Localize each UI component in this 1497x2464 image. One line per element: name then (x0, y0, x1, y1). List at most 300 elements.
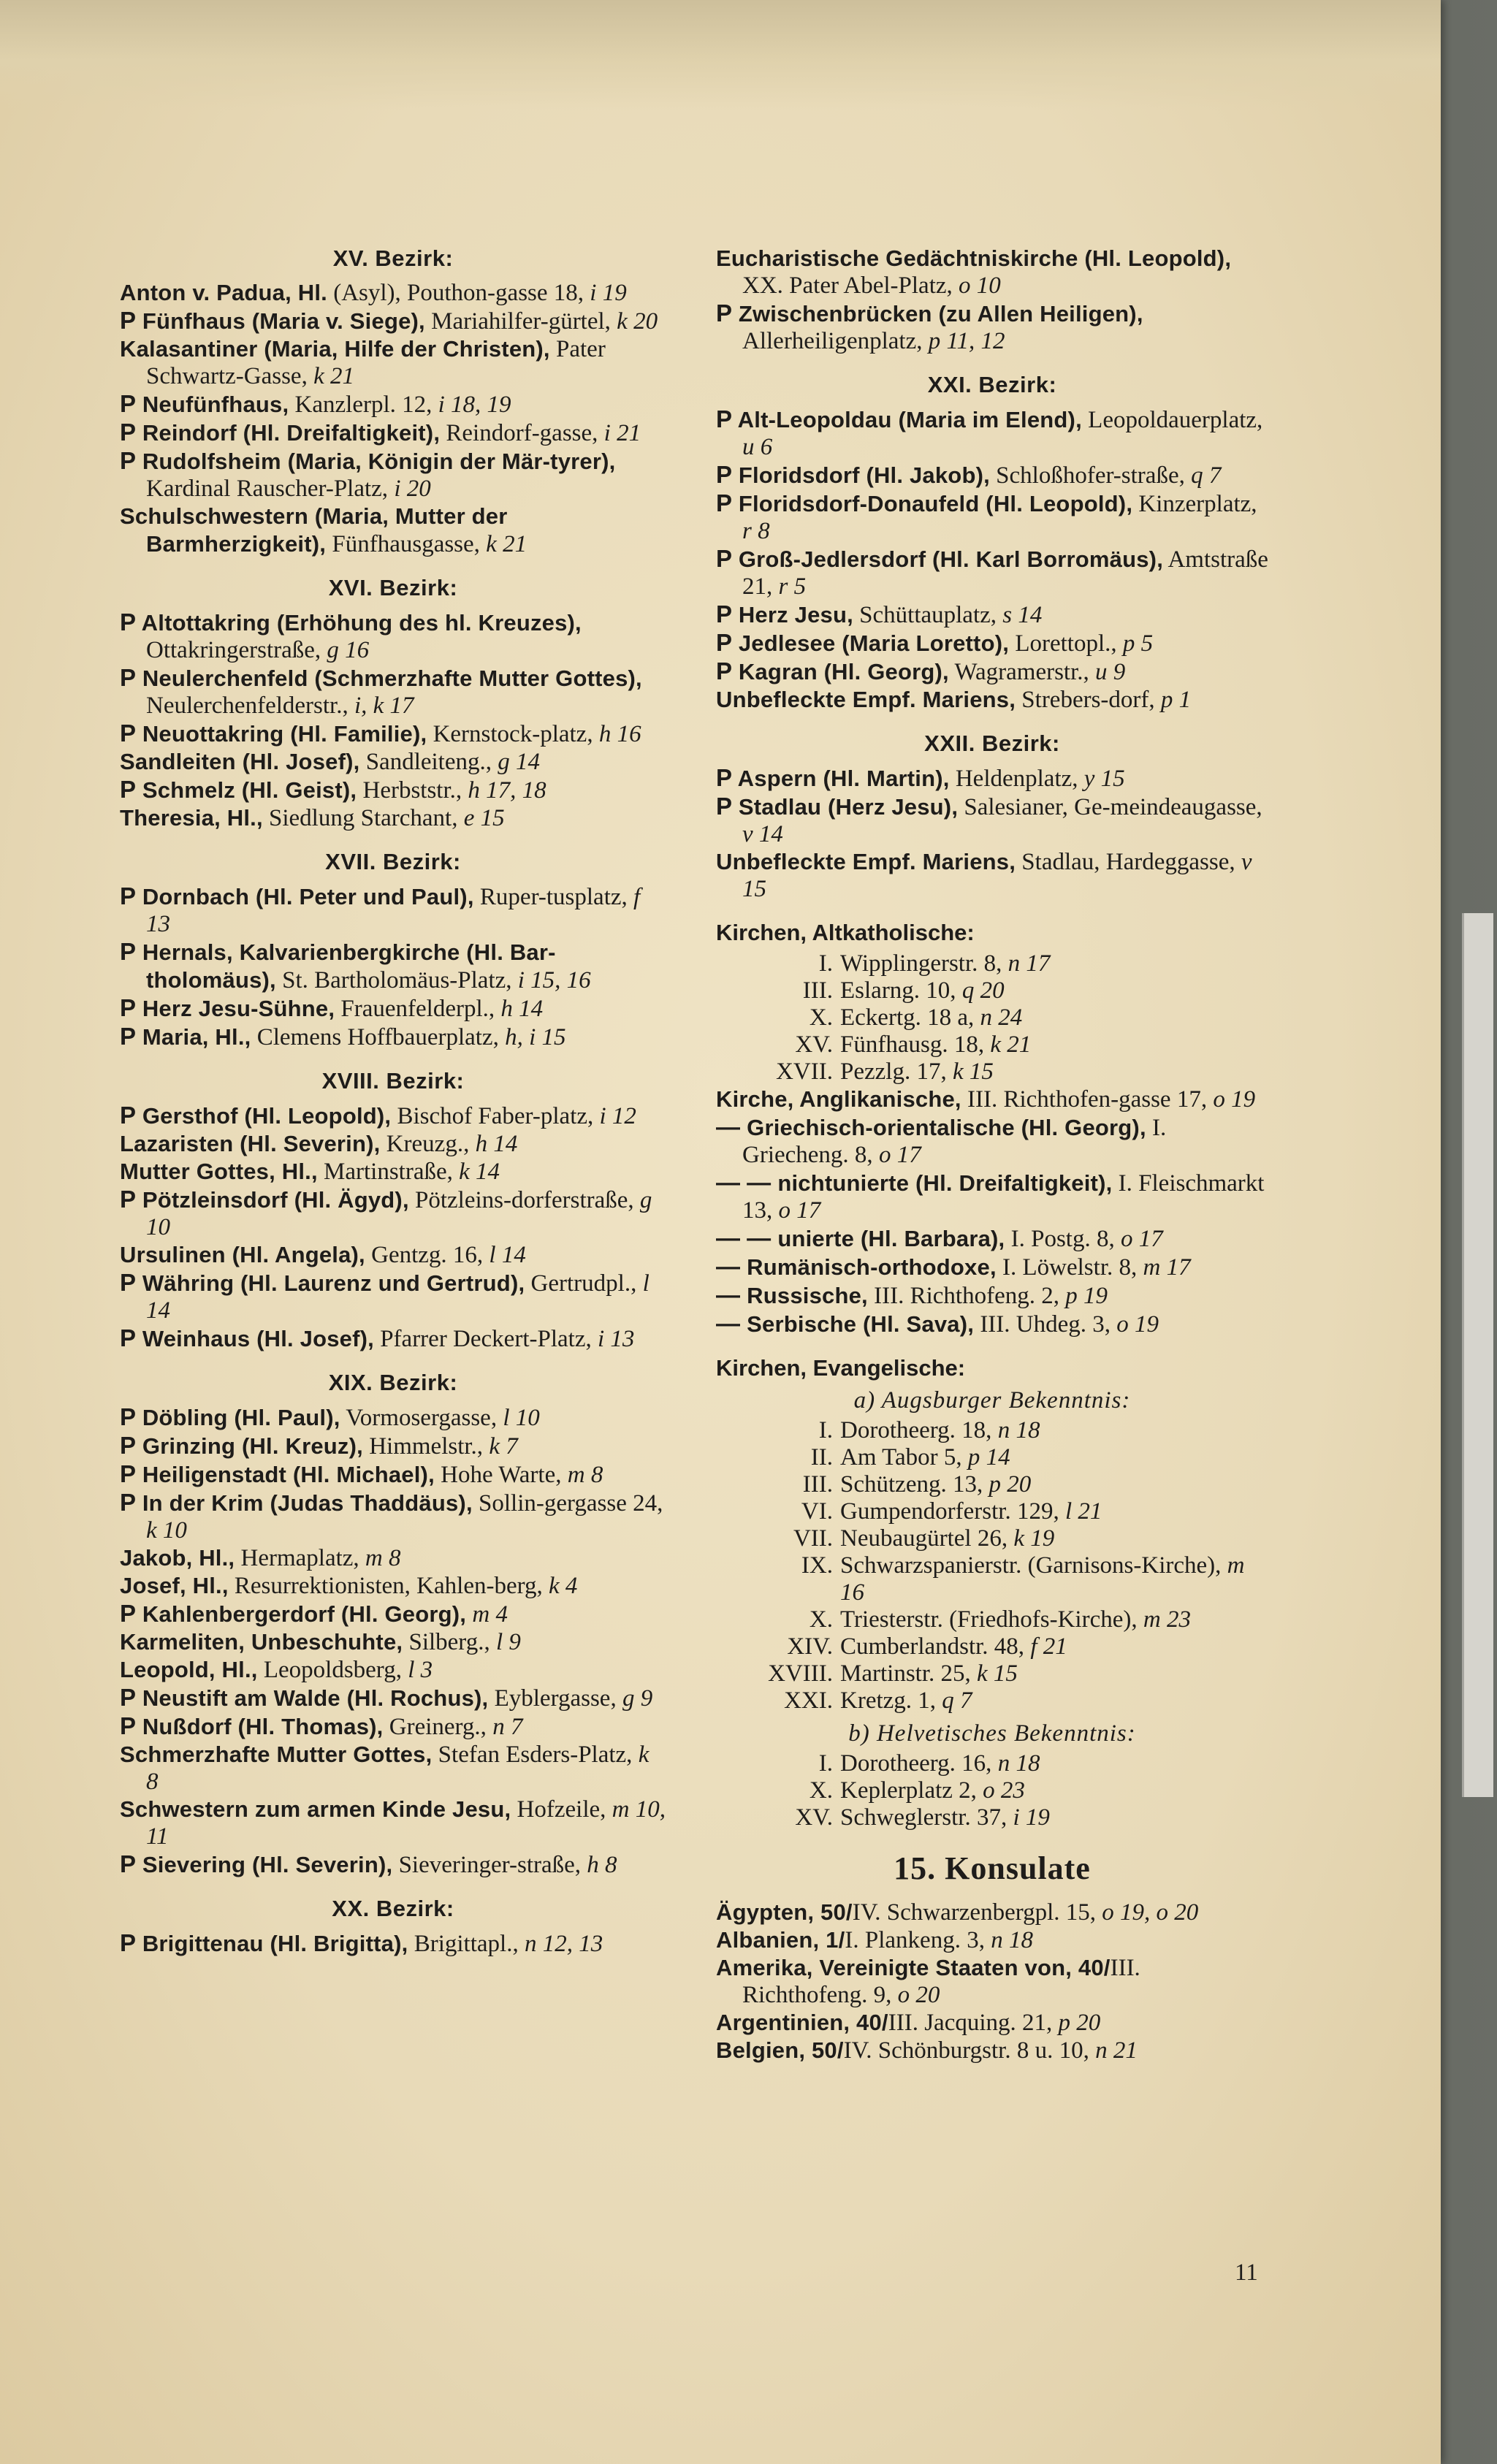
directory-entry (120, 335, 666, 390)
entry-name: Rumänisch-orthodoxe, (747, 1254, 997, 1280)
entry-name: Herz Jesu-Sühne, (136, 996, 335, 1021)
entry-address: St. Bartholomäus-Platz, (275, 967, 518, 993)
entry-name: Neuottakring (Hl. Familie), (136, 721, 427, 747)
entry-address: I. Griecheng. 8, (742, 1115, 1167, 1168)
parish-marker: P (716, 489, 733, 516)
map-grid-ref: f 13 (146, 884, 641, 937)
map-grid-ref: i 15, 16 (517, 967, 591, 993)
entry-address: Kernstock-platz, (427, 721, 599, 747)
map-grid-ref: m 8 (365, 1545, 401, 1571)
entry-address: Neulerchenfelderstr., (146, 693, 354, 719)
entry-name: Jakob, Hl., (120, 1545, 235, 1571)
district-number: II. (810, 1444, 833, 1471)
directory-entry (716, 629, 1268, 657)
map-grid-ref: n 17 (1007, 950, 1051, 977)
map-grid-ref: n 12, 13 (524, 1931, 603, 1957)
entry-address: Siedlung Starchant, (262, 805, 464, 831)
entry-address: Pater Schwartz-Gasse, (146, 336, 606, 389)
street-address: Cumberlandstr. 48, (840, 1633, 1031, 1660)
district-number: I. (818, 1417, 833, 1443)
entry-address: Schloßhofer-straße, (989, 462, 1192, 489)
map-grid-ref: n 18 (997, 1417, 1040, 1443)
parish-marker: P (716, 545, 733, 572)
map-grid-ref: f 21 (1030, 1633, 1067, 1660)
left-column (120, 245, 666, 1958)
directory-entry (120, 1241, 666, 1269)
entry-name: Schmerzhafte Mutter Gottes, (120, 1742, 433, 1767)
confession-subheading: a) Augsburger Bekenntnis: (853, 1387, 1131, 1414)
parish-marker: P (120, 1850, 137, 1877)
address-text (840, 1444, 1268, 1471)
street-address: Dorotheerg. 16, (840, 1750, 998, 1777)
entry-address: Sollin-gergasse 24, (472, 1490, 663, 1517)
entry-address: Resurrektionisten, Kahlen-berg, (228, 1573, 549, 1599)
parish-marker: P (716, 600, 733, 628)
map-grid-ref: o 17 (778, 1197, 821, 1224)
street-address: Schwarzspanierstr. (Garnisons-Kirche), (840, 1552, 1227, 1579)
street-address: Pezzlg. 17, (840, 1059, 953, 1085)
entry-address: I. Plankeng. 3, (845, 1927, 991, 1953)
directory-entry (120, 1269, 666, 1324)
entry-address: Reindorf-gasse, (440, 420, 604, 446)
address-text (840, 977, 1268, 1004)
parish-marker: P (120, 1929, 137, 1956)
directory-entry (716, 764, 1268, 793)
map-grid-ref: i 19 (1013, 1804, 1050, 1831)
address-text (840, 1004, 1268, 1031)
entry-name: Amerika, Vereinigte Staaten von, 40/ (716, 1955, 1111, 1980)
map-grid-ref: p 19 (1065, 1283, 1108, 1309)
entry-name: Lazaristen (Hl. Severin), (120, 1131, 381, 1156)
entry-name: Anton v. Padua, Hl. (120, 280, 327, 305)
parish-marker: P (120, 1712, 137, 1739)
parish-marker: — (716, 1310, 747, 1337)
directory-entry (716, 1253, 1268, 1281)
street-address: Neubaugürtel 26, (840, 1525, 1014, 1552)
map-grid-ref: l 14 (146, 1270, 650, 1324)
district-number: XXI. (784, 1687, 833, 1714)
numbered-address-row (716, 1059, 1268, 1086)
directory-entry (716, 1113, 1268, 1169)
directory-entry (120, 804, 666, 832)
numbered-address-row (716, 977, 1268, 1004)
map-grid-ref: i 21 (603, 420, 641, 446)
directory-entry (716, 300, 1268, 355)
entry-address: Allerheiligenplatz, (742, 328, 929, 354)
district-heading: XV. Bezirk: (332, 245, 454, 271)
numbered-address-row (716, 1498, 1268, 1525)
entry-address: XX. Pater Abel-Platz, (742, 272, 959, 299)
map-grid-ref: r 8 (742, 518, 770, 544)
parish-marker: P (120, 882, 137, 909)
directory-entry (716, 686, 1268, 714)
district-heading: XVII. Bezirk: (325, 849, 461, 874)
map-grid-ref: p 1 (1160, 687, 1192, 713)
parish-marker: P (120, 307, 137, 334)
parish-marker: — — (716, 1169, 778, 1196)
directory-entry (120, 1158, 666, 1186)
directory-entry (120, 307, 666, 335)
map-grid-ref: n 21 (1095, 2037, 1138, 2064)
directory-entry (120, 1850, 666, 1879)
parish-marker: P (716, 657, 733, 684)
parish-marker: P (120, 994, 137, 1021)
entry-address: Ottakringerstraße, (146, 637, 327, 663)
directory-entry (120, 1102, 666, 1130)
entry-address: Hofzeile, (511, 1796, 612, 1823)
map-grid-ref: l 14 (489, 1242, 526, 1268)
map-grid-ref: k 7 (489, 1433, 518, 1460)
map-grid-ref: n 18 (997, 1750, 1040, 1777)
address-text (840, 1750, 1268, 1777)
entry-name: Argentinien, 40/ (716, 2010, 888, 2035)
district-number: VI. (801, 1498, 833, 1525)
entry-address: Schüttauplatz, (853, 602, 1003, 628)
page-number: 11 (1235, 2259, 1258, 2286)
entry-name: Neustift am Walde (Hl. Rochus), (136, 1685, 489, 1711)
parish-marker: P (120, 720, 137, 747)
parish-marker: — — (716, 1224, 778, 1251)
entry-address: IV. Schwarzenbergpl. 15, (852, 1899, 1102, 1926)
directory-entry (716, 461, 1268, 489)
map-grid-ref: l 9 (495, 1629, 521, 1655)
numbered-address-row (716, 1660, 1268, 1687)
map-grid-ref: o 19 (1116, 1311, 1159, 1338)
directory-entry (120, 748, 666, 776)
map-grid-ref: i 20 (394, 476, 431, 502)
map-grid-ref: q 7 (942, 1687, 972, 1714)
entry-address: Mariahilfer-gürtel, (424, 308, 617, 335)
entry-name: Neufünfhaus, (136, 392, 289, 417)
directory-entry (120, 1741, 666, 1796)
directory-entry (120, 1628, 666, 1656)
address-text (840, 1606, 1268, 1633)
numbered-address-row (716, 1687, 1268, 1714)
entry-name: Floridsdorf (Hl. Jakob), (732, 462, 990, 488)
numbered-address-row (716, 1471, 1268, 1498)
map-grid-ref: k 21 (486, 531, 527, 557)
map-grid-ref: o 10 (959, 272, 1001, 299)
district-heading: XVI. Bezirk: (328, 575, 458, 600)
entry-name: Hernals, Kalvarienbergkirche (Hl. Bar-tholomäus), (136, 939, 556, 993)
map-grid-ref: o 17 (1120, 1226, 1163, 1252)
directory-entry (716, 405, 1268, 461)
entry-address: Sieveringer-straße, (392, 1852, 587, 1878)
entry-name: Weinhaus (Hl. Josef), (136, 1326, 374, 1351)
address-text (840, 1471, 1268, 1498)
directory-entry (120, 1489, 666, 1544)
entry-address: III. Uhdeg. 3, (974, 1311, 1117, 1338)
numbered-address-row (716, 1777, 1268, 1804)
parish-marker: P (120, 776, 137, 803)
directory-entry (120, 1186, 666, 1241)
map-grid-ref: q 7 (1191, 462, 1222, 489)
street-address: Eslarng. 10, (840, 977, 962, 1004)
directory-entry (120, 1929, 666, 1958)
street-address: Kretzg. 1, (840, 1687, 942, 1714)
street-address: Triesterstr. (Friedhofs-Kirche), (840, 1606, 1143, 1633)
directory-entry (716, 1086, 1268, 1113)
numbered-address-row (716, 1417, 1268, 1444)
parish-marker: P (120, 938, 137, 965)
numbered-address-row (716, 1606, 1268, 1633)
directory-entry (120, 419, 666, 447)
map-grid-ref: k 15 (952, 1059, 994, 1085)
entry-address: Gertrudpl., (525, 1270, 643, 1297)
directory-entry (716, 545, 1268, 600)
map-grid-ref: e 15 (463, 805, 505, 831)
map-grid-ref: g 9 (622, 1685, 653, 1712)
address-text (840, 1059, 1268, 1086)
map-grid-ref: m 8 (567, 1462, 603, 1488)
entry-address: Amtstraße 21, (742, 546, 1268, 600)
numbered-address-row (716, 1444, 1268, 1471)
numbered-address-row (716, 1525, 1268, 1552)
numbered-address-row (716, 1552, 1268, 1606)
directory-entry (120, 664, 666, 720)
map-grid-ref: h 17, 18 (468, 777, 546, 804)
entry-address: Stefan Esders-Platz, (432, 1742, 639, 1768)
map-grid-ref: i, k 17 (354, 693, 414, 719)
map-grid-ref: v 14 (742, 821, 783, 847)
entry-address: Sandleiteng., (359, 749, 498, 775)
entry-address: Hohe Warte, (434, 1462, 568, 1488)
page-fold-shadow (0, 0, 1441, 110)
map-grid-ref: k 21 (990, 1031, 1032, 1058)
entry-name: Jedlesee (Maria Loretto), (732, 630, 1010, 656)
street-address: Eckertg. 18 a, (840, 1004, 980, 1031)
directory-entry (120, 720, 666, 748)
entry-address: IV. Schönburgstr. 8 u. 10, (843, 2037, 1096, 2064)
parish-marker: P (120, 1269, 137, 1296)
entry-address: Salesianer, Ge-meindeaugasse, (958, 794, 1262, 820)
section-subheading: Kirchen, Evangelische: (716, 1355, 966, 1381)
entry-name: Nußdorf (Hl. Thomas), (136, 1714, 384, 1739)
entry-address: III. Richthofeng. 2, (867, 1283, 1066, 1309)
directory-entry (716, 1926, 1268, 1954)
parish-marker: P (716, 629, 733, 656)
street-address: Martinstr. 25, (840, 1660, 977, 1687)
district-heading: XVIII. Bezirk: (321, 1068, 465, 1094)
section-subheading: Kirchen, Altkatholische: (716, 920, 975, 945)
entry-name: Ägypten, 50/ (716, 1899, 853, 1925)
entry-address: III. Jacquing. 21, (888, 2010, 1059, 2036)
map-grid-ref: k 10 (146, 1517, 187, 1544)
map-grid-ref: h 14 (500, 996, 544, 1022)
directory-entry (120, 882, 666, 938)
entry-name: Grinzing (Hl. Kreuz), (136, 1433, 363, 1459)
district-number: III. (802, 1471, 833, 1498)
entry-address: III. Richthofen-gasse 17, (961, 1086, 1214, 1113)
address-text (840, 1633, 1268, 1660)
entry-name: Fünfhaus (Maria v. Siege), (136, 308, 425, 334)
numbered-address-row (716, 1004, 1268, 1031)
parish-marker: P (120, 1102, 137, 1129)
map-grid-ref: v 15 (742, 849, 1252, 902)
entry-name: Groß-Jedlersdorf (Hl. Karl Borromäus), (732, 546, 1164, 572)
entry-name: Pötzleinsdorf (Hl. Ägyd), (136, 1187, 409, 1213)
district-number: XV. (795, 1804, 833, 1831)
entry-name: Josef, Hl., (120, 1573, 229, 1598)
street-address: Am Tabor 5, (840, 1444, 968, 1471)
map-grid-ref: o 23 (983, 1777, 1025, 1804)
address-text (840, 1498, 1268, 1525)
directory-entry (120, 447, 666, 503)
parish-marker: P (120, 1186, 137, 1213)
map-grid-ref: q 20 (961, 977, 1005, 1004)
map-grid-ref: l 3 (408, 1657, 433, 1683)
directory-entry (716, 1224, 1268, 1253)
map-grid-ref: m 17 (1143, 1254, 1191, 1281)
entry-name: Sievering (Hl. Severin), (136, 1852, 393, 1877)
map-grid-ref: p 11, 12 (928, 328, 1005, 354)
parish-marker: P (120, 1460, 137, 1487)
directory-entry (120, 776, 666, 804)
entry-name: Belgien, 50/ (716, 2037, 844, 2063)
entry-address: Lorettopl., (1009, 630, 1123, 657)
map-grid-ref: g 16 (327, 637, 370, 663)
entry-name: Neulerchenfeld (Schmerzhafte Mutter Gottes), (136, 665, 642, 691)
entry-name: Altottakring (Erhöhung des hl. Kreuzes), (136, 610, 582, 636)
address-text (840, 1777, 1268, 1804)
parish-marker: P (120, 664, 137, 691)
district-number: XV. (795, 1031, 833, 1058)
entry-name: Kirche, Anglikanische, (716, 1086, 961, 1112)
map-grid-ref: l 21 (1064, 1498, 1102, 1525)
map-grid-ref: h 8 (587, 1852, 617, 1878)
entry-name: Sandleiten (Hl. Josef), (120, 749, 360, 774)
directory-entry (120, 1796, 666, 1850)
district-number: XVII. (776, 1059, 833, 1085)
map-grid-ref: k 19 (1013, 1525, 1055, 1552)
entry-name: Unbefleckte Empf. Mariens, (716, 849, 1016, 874)
right-column (716, 245, 1268, 2064)
directory-entry (120, 994, 666, 1023)
entry-name: Brigittenau (Hl. Brigitta), (136, 1931, 408, 1956)
parish-marker: — (716, 1113, 747, 1140)
parish-marker: P (120, 419, 137, 446)
directory-entry (120, 1684, 666, 1712)
entry-address: Leopoldsberg, (257, 1657, 408, 1683)
map-grid-ref: m 23 (1143, 1606, 1191, 1633)
district-number: X. (809, 1606, 833, 1633)
entry-address: Kreuzg., (380, 1131, 476, 1157)
district-number: VII. (793, 1525, 833, 1552)
index-tab (1462, 913, 1493, 1797)
entry-name: Theresia, Hl., (120, 805, 263, 831)
district-heading: XXI. Bezirk: (927, 372, 1057, 397)
parish-marker: P (120, 1600, 137, 1627)
parish-marker: P (716, 764, 733, 791)
parish-marker: P (716, 300, 733, 327)
entry-address: Herbststr., (357, 777, 468, 804)
directory-entry (716, 1281, 1268, 1310)
street-address: Wipplingerstr. 8, (840, 950, 1008, 977)
directory-entry (120, 1460, 666, 1489)
map-grid-ref: p 5 (1122, 630, 1154, 657)
entry-address: Himmelstr., (362, 1433, 490, 1460)
directory-entry (120, 938, 666, 994)
map-grid-ref: s 14 (1002, 602, 1043, 628)
map-grid-ref: l 10 (503, 1405, 540, 1431)
entry-address: Eyblergasse, (488, 1685, 622, 1712)
address-text (840, 1525, 1268, 1552)
entry-name: Unbefleckte Empf. Mariens, (716, 687, 1016, 712)
parish-marker: P (120, 447, 137, 474)
entry-name: Alt-Leopoldau (Maria im Elend), (732, 407, 1082, 432)
entry-name: Heiligenstadt (Hl. Michael), (136, 1462, 435, 1487)
parish-marker: — (716, 1281, 747, 1308)
street-address: Schweglerstr. 37, (840, 1804, 1013, 1831)
entry-name: Aspern (Hl. Martin), (732, 766, 950, 791)
parish-marker: P (120, 1489, 137, 1516)
entry-address: Stadlau, Hardeggasse, (1016, 849, 1241, 875)
entry-address: Martinstraße, (317, 1159, 460, 1185)
street-address: Fünfhausg. 18, (840, 1031, 991, 1058)
map-grid-ref: o 20 (897, 1982, 940, 2008)
map-grid-ref: k 4 (549, 1573, 578, 1599)
entry-name: Döbling (Hl. Paul), (136, 1405, 340, 1430)
directory-entry (120, 503, 666, 558)
entry-address: Gentzg. 16, (365, 1242, 490, 1268)
entry-address: Kinzerplatz, (1132, 491, 1257, 517)
directory-entry (120, 1432, 666, 1460)
map-grid-ref: g 10 (146, 1187, 652, 1240)
map-grid-ref: n 18 (991, 1927, 1033, 1953)
address-text (840, 1417, 1268, 1444)
district-number: X. (809, 1004, 833, 1031)
parish-marker: P (120, 1023, 137, 1050)
map-grid-ref: h, i 15 (505, 1024, 566, 1050)
address-text (840, 950, 1268, 977)
map-grid-ref: h 14 (475, 1131, 518, 1157)
map-grid-ref: g 14 (498, 749, 540, 775)
directory-entry (120, 609, 666, 664)
entry-address: Heldenplatz, (949, 766, 1084, 792)
entry-name: Kagran (Hl. Georg), (732, 659, 949, 684)
parish-marker: P (716, 405, 733, 432)
directory-entry (716, 245, 1268, 300)
entry-address: III. Richthofeng. 9, (742, 1955, 1140, 2008)
street-address: Dorotheerg. 18, (840, 1417, 998, 1443)
street-address: Gumpendorferstr. 129, (840, 1498, 1065, 1525)
entry-address: Pötzleins-dorferstraße, (408, 1187, 640, 1213)
map-grid-ref: i 12 (599, 1103, 636, 1129)
map-grid-ref: h 16 (598, 721, 641, 747)
entry-address: I. Löwelstr. 8, (996, 1254, 1143, 1281)
district-number: III. (802, 977, 833, 1004)
entry-name: nichtunierte (Hl. Dreifaltigkeit), (777, 1170, 1113, 1196)
entry-name: Griechisch-orientalische (Hl. Georg), (747, 1115, 1146, 1140)
entry-name: Ursulinen (Hl. Angela), (120, 1242, 365, 1267)
entry-address: Brigittapl., (408, 1931, 525, 1957)
entry-name: Schwestern zum armen Kinde Jesu, (120, 1796, 511, 1822)
address-text (840, 1660, 1268, 1687)
entry-address: Silberg., (403, 1629, 496, 1655)
map-grid-ref: o 19 (1213, 1086, 1256, 1113)
entry-name: Eucharistische Gedächtniskirche (Hl. Leopold), (716, 245, 1232, 271)
map-grid-ref: u 6 (742, 434, 773, 460)
district-number: X. (809, 1777, 833, 1804)
parish-marker: P (120, 1684, 137, 1711)
directory-entry (120, 1544, 666, 1572)
parish-marker: — (716, 1253, 747, 1280)
map-grid-ref: o 17 (878, 1142, 921, 1168)
entry-name: Währing (Hl. Laurenz und Gertrud), (136, 1270, 525, 1296)
directory-entry (716, 2037, 1268, 2064)
directory-entry (716, 793, 1268, 848)
directory-entry (716, 848, 1268, 903)
